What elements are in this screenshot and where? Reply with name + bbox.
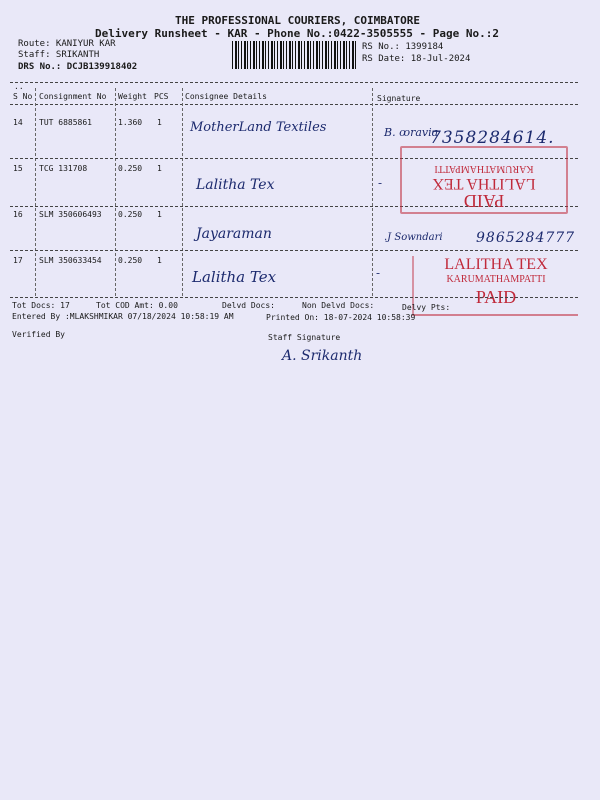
row-signature: .J Sowndari [384, 232, 443, 243]
company-title: THE PROFESSIONAL COURIERS, COIMBATORE [175, 14, 421, 27]
stamp-text: PAID [463, 191, 505, 211]
col-consignee: Consignee Details [185, 92, 267, 101]
divider [10, 104, 578, 105]
row-pcs: 1 [157, 118, 162, 127]
col-separator [372, 88, 373, 296]
non-delvd-docs: Non Delvd Docs: [302, 301, 375, 310]
row-sno: 17 [13, 256, 23, 265]
tot-docs: Tot Docs: 17 [12, 301, 70, 310]
col-sno: S No [13, 92, 33, 101]
row-consignment: TCG 131708 [39, 164, 88, 173]
dots: .. [14, 82, 24, 91]
row-consignee: Lalitha Tex [196, 177, 275, 193]
row-weight: 1.360 [118, 118, 143, 127]
divider [10, 250, 578, 251]
row-consignment: SLM 350606493 [39, 210, 102, 219]
printed-on: Printed On: 18-07-2024 10:58:39 [266, 313, 416, 322]
row-sno: 16 [13, 210, 23, 219]
row-consignee: Lalitha Tex [192, 268, 277, 286]
verified-by: Verified By [12, 330, 65, 339]
col-signature: Signature [377, 94, 421, 103]
row-consignee: Jayaraman [196, 226, 272, 242]
row-sno: 15 [13, 164, 23, 173]
row-signature: - [376, 266, 381, 280]
divider [10, 297, 578, 298]
rs-date: RS Date: 18-Jul-2024 [362, 54, 471, 64]
row-consignment: TUT 6885861 [39, 118, 92, 127]
tot-cod: Tot COD Amt: 0.00 [96, 301, 178, 310]
drs-number: DRS No.: DCJB139918402 [18, 62, 138, 72]
entered-by: Entered By :MLAKSHMIKAR 07/18/2024 10:58:19 AM [12, 312, 234, 321]
delvd-docs: Delvd Docs: [222, 301, 275, 310]
stamp-text: LALITHA TEX [444, 256, 548, 273]
row-signature: B. ꝏravia [384, 126, 439, 139]
stamp-text: LALITHA TEX [432, 175, 536, 192]
row-pcs: 1 [157, 164, 162, 173]
row-weight: 0.250 [118, 164, 143, 173]
row-consignment: SLM 350633454 [39, 256, 102, 265]
row-signature-phone: 9865284777 [476, 230, 576, 246]
row-signature: - [378, 176, 383, 190]
col-separator [115, 88, 116, 296]
stamp-text: PAID [475, 287, 517, 307]
row-pcs: 1 [157, 210, 162, 219]
stamp-text: KARUMATHAMPATTI [446, 274, 546, 285]
col-separator [182, 88, 183, 296]
row-pcs: 1 [157, 256, 162, 265]
staff-label: Staff: SRIKANTH [18, 50, 100, 60]
col-pcs: PCS [154, 92, 169, 101]
row-consignee: MotherLand Textiles [190, 120, 327, 135]
staff-signature-label: Staff Signature [268, 333, 341, 342]
row-sno: 14 [13, 118, 23, 127]
row-weight: 0.250 [118, 256, 143, 265]
rs-number: RS No.: 1399184 [362, 42, 444, 52]
divider [10, 82, 578, 83]
row-weight: 0.250 [118, 210, 143, 219]
row-signature-phone: 7358284614. [430, 128, 555, 148]
runsheet-subtitle: Delivery Runsheet - KAR - Phone No.:0422-3505555 - Page No.:2 [95, 27, 499, 40]
paid-stamp-upside-down [400, 146, 568, 214]
col-consignment: Consignment No [39, 92, 107, 101]
route-label: Route: KANIYUR KAR [18, 39, 116, 49]
barcode [232, 41, 356, 69]
delvy-pts: Delvy Pts: [402, 303, 451, 312]
stamp-text: KARUMATHAMPATTI [434, 163, 534, 174]
col-weight: Weight [118, 92, 147, 101]
staff-signature: A. Srikanth [282, 348, 363, 364]
col-separator [35, 88, 36, 296]
